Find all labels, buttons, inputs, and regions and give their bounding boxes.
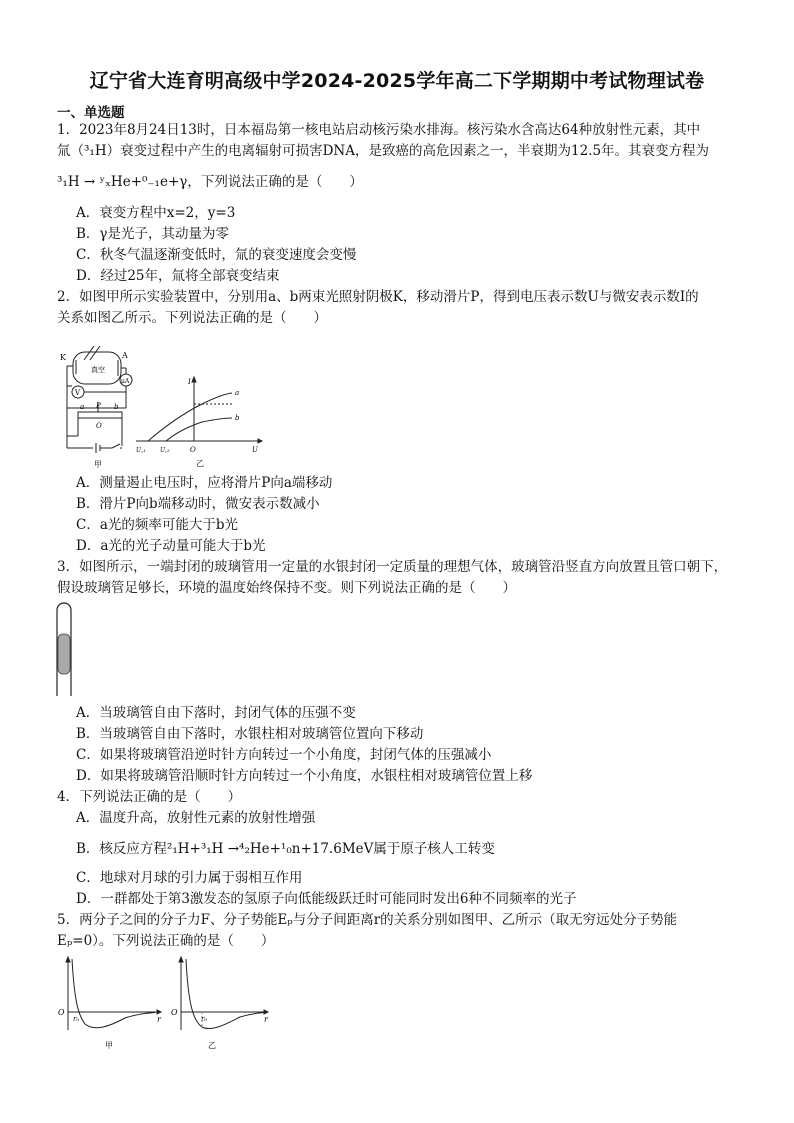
q3-option-d: D．如果将玻璃管沿顺时针方向转过一个小角度，水银柱相对玻璃管位置上移 <box>76 768 533 784</box>
force-curve <box>72 959 155 1028</box>
q2-option-a: A．测量遏止电压时，应将滑片P向a端移动 <box>76 475 333 491</box>
q4-line-1: 4．下列说法正确的是（ ） <box>57 789 242 805</box>
curve-label-b: b <box>235 414 240 422</box>
label-P: P <box>96 402 101 410</box>
page-title: 辽宁省大连育明高级中学2024-2025学年高二下学期期中考试物理试卷 <box>89 70 705 92</box>
r0-label-jia: r₀ <box>73 1015 80 1023</box>
tick-label-uc1: U꜀₁ <box>136 447 146 454</box>
q2-option-b: B．滑片P向b端移动时，微安表示数减小 <box>76 496 320 512</box>
label-a-end: a <box>80 403 85 411</box>
force-distance-graph-jia <box>55 954 167 1054</box>
q3-option-c: C．如果将玻璃管沿逆时针方向转过一个小角度，封闭气体的压强减小 <box>76 747 492 763</box>
q2-line-2: 关系如图乙所示。下列说法正确的是（ ） <box>57 310 327 326</box>
rheostat <box>78 412 122 418</box>
q2-option-d: D．a光的光子动量可能大于b光 <box>76 538 266 554</box>
potential-energy-graph-yi <box>168 954 272 1054</box>
origin-label-jia: O <box>58 1008 65 1017</box>
q1-option-b: B．γ是光子，其动量为零 <box>76 226 229 242</box>
axis-label-U: U <box>252 446 258 454</box>
origin-label: O <box>190 446 196 454</box>
label-microammeter: μA <box>121 378 130 385</box>
q1-line-1: 1．2023年8月24日13时，日本福岛第一核电站启动核污染水排海。核污染水含高达64种放射性元素，其中 <box>57 122 701 138</box>
label-A: A <box>122 351 128 360</box>
caption-jia-5: 甲 <box>105 1041 113 1050</box>
label-b-end: b <box>114 403 119 411</box>
curve-b <box>166 418 232 441</box>
q3-line-2: 假设玻璃管足够长，环境的温度始终保持不变。则下列说法正确的是（ ） <box>57 580 516 596</box>
q1-option-d: D．经过25年，氚将全部衰变结束 <box>76 268 280 284</box>
q5-line-2: Eₚ=0）。下列说法正确的是（ ） <box>57 933 275 949</box>
tick-label-uc2: U꜀₂ <box>160 447 170 454</box>
curve-a <box>148 393 232 441</box>
label-O-circuit: O <box>96 422 102 430</box>
q1-line-2: 氚（³₁H）衰变过程中产生的电离辐射可损害DNA，是致癌的高危因素之一，半衰期为12.5年。其衰变方程为 <box>57 143 710 159</box>
origin-label-yi: O <box>171 1008 178 1017</box>
potential-curve <box>186 959 264 1029</box>
q1-option-c: C．秋冬气温逐渐变低时，氚的衰变速度会变慢 <box>76 247 357 263</box>
r-axis-label-yi: r <box>264 1015 268 1024</box>
axis-label-I: I <box>188 378 191 386</box>
caption-yi: 乙 <box>196 459 204 468</box>
r-axis-label-jia: r <box>157 1015 161 1024</box>
curve-label-a: a <box>235 389 240 397</box>
r0-label-yi: r₀ <box>201 1015 208 1023</box>
q4-option-d: D．一群都处于第3激发态的氢原子向低能级跃迁时可能同时发出6种不同频率的光子 <box>76 891 577 907</box>
mercury-column <box>58 634 70 674</box>
q2-line-1: 2．如图甲所示实验装置中，分别用a、b两束光照射阴极K，移动滑片P，得到电压表示数U与微安表示数I的 <box>57 289 699 305</box>
caption-yi-5: 乙 <box>208 1041 216 1050</box>
q3-option-b: B．当玻璃管自由下落时，水银柱相对玻璃管位置向下移动 <box>76 726 424 742</box>
q3-line-1: 3．如图所示，一端封闭的玻璃管用一定量的水银封闭一定质量的理想气体，玻璃管沿竖直方向放置且管口朝下， <box>57 559 728 575</box>
q4-option-b: B．核反应方程²₁H+³₁H →⁴₂He+¹₀n+17.6MeV属于原子核人工转变 <box>76 841 495 857</box>
q4-option-c: C．地球对月球的引力属于弱相互作用 <box>76 870 303 886</box>
q4-option-a: A．温度升高，放射性元素的放射性增强 <box>76 810 316 826</box>
q3-option-a: A．当玻璃管自由下落时，封闭气体的压强不变 <box>76 705 356 721</box>
iu-graph-yi <box>132 374 264 470</box>
q5-line-1: 5．两分子之间的分子力F、分子势能Eₚ与分子间距离r的关系分别如图甲、乙所示（取无穷远处分子势能 <box>57 912 678 928</box>
section-heading: 一、单选题 <box>57 105 125 121</box>
q1-line-3: ³₁H → ʸₓHe+⁰₋₁e+γ，下列说法正确的是（ ） <box>57 174 363 190</box>
q1-option-a: A．衰变方程中x=2，y=3 <box>76 205 236 221</box>
caption-jia: 甲 <box>94 460 102 469</box>
q2-option-c: C．a光的频率可能大于b光 <box>76 517 239 533</box>
label-vacuum: 真空 <box>91 366 105 374</box>
label-V: V <box>75 389 81 397</box>
glass-tube-figure <box>55 602 73 696</box>
label-K: K <box>60 353 66 362</box>
